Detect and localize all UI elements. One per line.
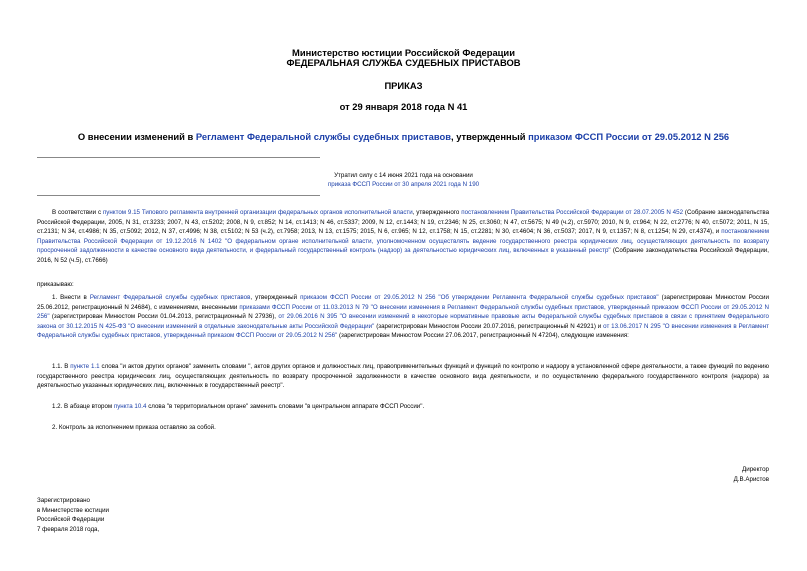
divider-top	[37, 157, 320, 158]
header-service: ФЕДЕРАЛЬНАЯ СЛУЖБА СУДЕБНЫХ ПРИСТАВОВ	[286, 57, 521, 68]
preamble-text-4: (Собрание законодательства Российской Федерации, 2016, N 52 (ч.5), ст.7666)	[37, 247, 769, 264]
preamble-text-3: (Собрание законодательства Российской Федерации, 2005, N 31, ст.3233; 2007, N 43, ст.5202; 2008, N 9, ст.852; N 14, ст.1413; N 46, ст.5337; 2009, N 12, ст.1443; N 19, ст.2346; N 25, ст.3060; N 47, ст.5675; N 49 (ч.2), ст.5970; 2010, N 9, ст.964; N 22, ст.2776; N 40, ст.5072; 2011, N 15, ст.2131; N 34, ст.4986; N 35, ст.5092; 2012, N 37, ст.4996; N 38, ст.5102; N 53 (ч.2), ст.7958; 2013, N 13, ст.1575; 2015, N 6, ст.965; N 12, ст.1758; N 15, ст.2281; N 30, ст.4604; N 36, ст.5037; 2017, N 9, ст.1357; N 8, ст.1254; N 29, ст.4374), и	[37, 209, 770, 236]
registration-line-3: Российской Федерации	[37, 516, 105, 524]
preamble-link-resolution-1402[interactable]: постановлением Правительства Российской Федерации от 19.12.2016 N 1402 "О федеральном органе исполнительной власти, уполномоченном осуществлять ведение государственного реестра юридических лиц, осуществляющих деятельность по возврату просроченной задолженности в качестве основного вида деятельности, и федеральный государственный контроль (надзор) за деятельностью юридических лиц, включенных в указанный реестр"	[37, 228, 769, 255]
header-doc-type: ПРИКАЗ	[384, 80, 423, 91]
registration-block	[37, 496, 109, 534]
signature-block	[734, 465, 769, 484]
item-1-2-paragraph	[37, 402, 769, 412]
preamble-paragraph	[37, 208, 769, 266]
status-note	[0, 171, 807, 189]
status-line-1: Утратил силу с 14 июня 2021 года на основании	[334, 172, 473, 179]
title-middle: , утвержденный	[450, 131, 529, 142]
signature-name: Д.В.Аристов	[733, 475, 769, 483]
item-1-2-text-2: слова "в территориальном органе" заменить словами "в центральном аппарате ФССП России".	[146, 403, 425, 410]
item-1-1-link-point-1-1[interactable]: пункте 1.1	[70, 363, 100, 370]
item-1-link-order-79[interactable]: приказами ФССП России от 11.03.2013 N 79 "О внесении изменения в Регламент Федеральной службы судебных приставов, утвержденный приказом ФССП России от 29.05.2012 N 256"	[37, 303, 769, 321]
document-title	[0, 131, 807, 142]
item-2-paragraph: 2. Контроль за исполнением приказа оставляю за собой.	[52, 424, 216, 431]
title-link-order-256[interactable]: приказом ФССП России от 29.05.2012 N 256	[528, 131, 730, 142]
order-word: приказываю:	[37, 281, 74, 288]
item-1-2-text-1: 1.2. В абзаце втором	[52, 403, 114, 410]
preamble-link-regulation[interactable]: пунктом 9.15 Типового регламента внутренней организации федеральных органов исполнительной власти	[102, 209, 413, 216]
registration-line-1: Зарегистрировано	[37, 497, 90, 504]
item-1-text-5: (зарегистрирован Минюстом России 20.07.2016, регистрационный N 42921) и	[374, 322, 604, 330]
status-link-order-190[interactable]: приказа ФССП России от 30 апреля 2021 года N 190	[327, 181, 480, 188]
item-1-text-1: 1. Внести в	[52, 294, 90, 301]
preamble-link-resolution-452[interactable]: постановлением Правительства Российской Федерации от 28.07.2005 N 452	[461, 209, 684, 216]
preamble-text-2: , утвержденного	[412, 209, 462, 216]
divider-bottom	[37, 195, 320, 196]
item-1-1-paragraph	[37, 362, 769, 391]
item-1-1-text-1: 1.1. В	[52, 363, 71, 370]
item-1-1-text-2: слова "и актов других органов" заменить словами ", актов других органов и должностных лиц, правоприменительных функций и функций по контролю и надзору в установленной сфере деятельности, а также функций по ведению государственного реестра юридических лиц, осуществляющих деятельность по возврату просроченной задолженности в качестве основного вида деятельности, и по осуществлению федерального государственного контроля (надзора) за деятельностью указанных юридических лиц, включенных в государственный реестр".	[37, 363, 770, 390]
item-1-text-4: (зарегистрирован Минюстом России 01.04.2013, регистрационный N 27936),	[49, 313, 279, 321]
item-1-link-order-395[interactable]: от 29.06.2016 N 395 "О внесении изменений в некоторые нормативные правовые акты Федеральной службы судебных приставов в связи с принятием Федерального закона от 30.12.2015 N 425-ФЗ "О внесении изменений в отдельные законодательные акты Российской Федерации"	[37, 313, 769, 330]
item-1-text-2: , утвержденный	[250, 294, 301, 301]
header-ministry: Министерство юстиции Российской Федерации	[292, 47, 515, 58]
item-1-link-reglament[interactable]: Регламент Федеральной службы судебных приставов	[89, 294, 251, 301]
signature-position: Директор	[742, 466, 769, 473]
title-prefix: О внесении изменений в	[77, 131, 196, 142]
header-date-number: от 29 января 2018 года N 41	[339, 101, 468, 112]
preamble-text-1: В соответствии с	[52, 209, 103, 216]
item-1-text-3: (зарегистрирован Минюстом России 25.06.2012, регистрационный N 24684), с изменениями, внесенными	[37, 294, 769, 311]
title-link-reglament[interactable]: Регламент Федеральной службы судебных приставов	[195, 131, 451, 142]
item-1-2-link-point-10-4[interactable]: пункта 10.4	[113, 403, 147, 410]
item-1-link-order-256[interactable]: приказом ФССП России от 29.05.2012 N 256 "Об утверждении Регламента Федеральной службы судебных приставов"	[300, 294, 659, 301]
registration-line-4: 7 февраля 2018 года,	[37, 525, 100, 533]
item-1-link-order-295[interactable]: от 13.06.2017 N 295 "О внесении изменения в Регламент Федеральной службы судебных приставов, утвержденный приказом ФССП России от 29.05.2012 N 256"	[37, 322, 769, 340]
item-1-text-6: (зарегистрирован Минюстом России 27.06.2017, регистрационный N 47204), следующие изменения:	[337, 332, 629, 340]
registration-line-2: в Министерстве юстиции	[37, 506, 110, 514]
item-1-paragraph	[37, 293, 769, 341]
